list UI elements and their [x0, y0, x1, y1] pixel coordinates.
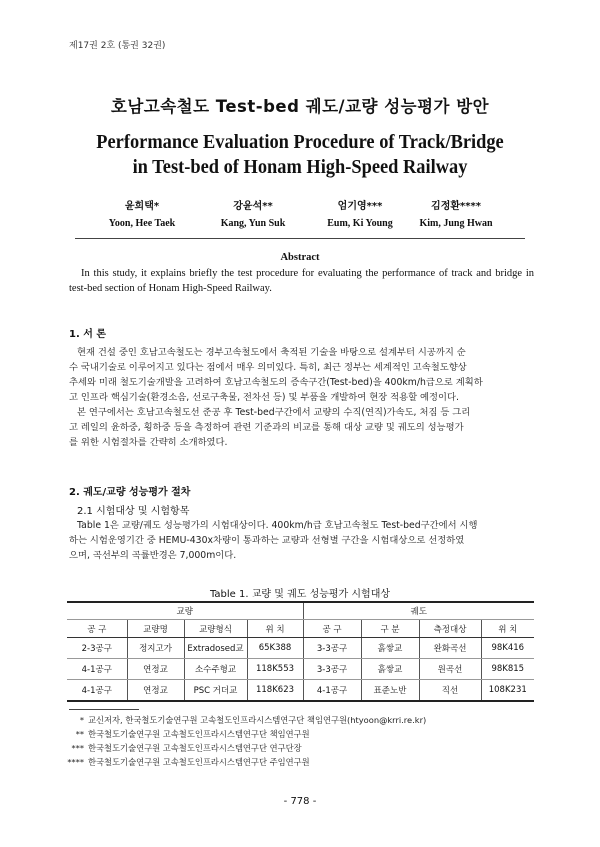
column-header: 공 구	[303, 620, 361, 638]
footnote-4	[62, 756, 310, 768]
abstract-text: In this study, it explains briefly the test procedure for evaluating the performance of track and bridge in test-bed section of Honam High-Speed Railway.	[69, 268, 534, 294]
footnote-text: 한국철도기술연구원 고속철도인프라시스템연구단 주임연구원	[88, 757, 310, 767]
table-cell: 표준노반	[361, 680, 419, 702]
body-line: 본 연구에서는 호남고속철도선 준공 후 Test-bed구간에서 교량의 수직(연직)가속도, 처짐 등 그리	[77, 407, 471, 418]
body-line: Table 1은 교량/궤도 성능평가의 시험대상이다. 400km/h급 호남고속철도 Test-bed구간에서 시행	[77, 520, 478, 531]
title-korean: 호남고속철도 Test-bed 궤도/교량 성능평가 방안	[110, 97, 490, 116]
table-cell: 3-3공구	[303, 659, 361, 680]
issue-label: 제17권 2호 (통권 32권)	[69, 41, 166, 51]
table-cell: 연정교	[127, 659, 184, 680]
section-heading-introduction: 1. 서 론	[69, 329, 107, 340]
table-cell: 98K815	[481, 659, 534, 680]
section-procedure-body	[69, 518, 535, 563]
footnote-mark: ***	[71, 743, 84, 753]
test-target-table	[67, 601, 534, 702]
table-cell: 소수주형교	[184, 659, 247, 680]
title-english-line1: Performance Evaluation Procedure of Track/Bridge	[96, 131, 504, 153]
body-line: 추세와 미래 철도기술개발을 고려하여 호남고속철도의 증속구간(Test-bed)을 400km/h급으로 계획하	[69, 377, 483, 388]
title-divider	[75, 238, 525, 239]
column-header: 위 치	[247, 620, 303, 638]
author-name-korean: 강윤석**	[233, 201, 273, 212]
table-group-header	[67, 602, 534, 620]
body-line: 하는 시험운영기간 중 HEMU-430x차량이 통과하는 교량과 선형별 구간을 시험대상으로 선정하였	[69, 535, 465, 546]
column-header: 위 치	[481, 620, 534, 638]
body-line: 고 인프라 핵심기술(환경소음, 선로구축물, 전차선 등) 및 부품을 개발하여 현장 적용할 예정이다.	[69, 392, 459, 403]
author-name-english: Kim, Jung Hwan	[419, 218, 493, 229]
table-cell: 정지고가	[127, 638, 184, 659]
body-line: 현재 건설 중인 호남고속철도는 경부고속철도에서 축적된 기술을 바탕으로 설계부터 시공까지 순	[77, 347, 466, 358]
table-cell: 4-1공구	[67, 659, 127, 680]
title-english-line2: in Test-bed of Honam High-Speed Railway	[132, 156, 468, 178]
column-header: 측정대상	[419, 620, 481, 638]
column-header: 구 분	[361, 620, 419, 638]
table-caption: Table 1. 교량 및 궤도 성능평가 시험대상	[209, 589, 391, 600]
table-cell: 98K416	[481, 638, 534, 659]
author-name-korean: 김정환****	[431, 201, 481, 212]
body-line: 으며, 곡선부의 곡률반경은 7,000m이다.	[69, 550, 237, 561]
footnote-mark: *	[79, 715, 84, 725]
author-name-english: Yoon, Hee Taek	[108, 218, 176, 229]
table-cell: 4-1공구	[303, 680, 361, 702]
group-header-bridge: 교량	[67, 602, 303, 620]
table-column-header	[67, 620, 534, 638]
author-name-korean: 윤희택*	[124, 201, 160, 212]
abstract-heading: Abstract	[280, 252, 320, 263]
author-name-english: Kang, Yun Suk	[220, 218, 286, 229]
table-cell: 연정교	[127, 680, 184, 702]
column-header: 교량명	[127, 620, 184, 638]
footnote-2	[62, 728, 310, 740]
footnote-mark: **	[75, 729, 84, 739]
table-cell: 118K623	[247, 680, 303, 702]
table-cell: 3-3공구	[303, 638, 361, 659]
table-row	[67, 638, 534, 659]
table-cell: 흙쌓교	[361, 659, 419, 680]
subsection-heading: 2.1 시험대상 및 시험항목	[77, 506, 190, 517]
footnote-divider	[69, 709, 139, 710]
author-4	[386, 198, 526, 232]
section-introduction-body	[69, 345, 535, 450]
table-row	[67, 659, 534, 680]
table-cell: 4-1공구	[67, 680, 127, 702]
table-cell: Extradosed교	[184, 638, 247, 659]
footnote-3	[62, 742, 302, 754]
footnote-text: 한국철도기술연구원 고속철도인프라시스템연구단 책임연구원	[88, 729, 310, 739]
table-cell: 118K553	[247, 659, 303, 680]
table-cell: 완화곡선	[419, 638, 481, 659]
table-cell: 2-3공구	[67, 638, 127, 659]
author-name-korean: 엄기영***	[337, 201, 383, 212]
body-line: 고 레일의 윤하중, 횡하중 등을 측정하여 관련 기준과의 비교를 통해 대상 교량 및 궤도의 성능평가	[69, 422, 464, 433]
column-header: 교량형식	[184, 620, 247, 638]
footnote-text: 한국철도기술연구원 고속철도인프라시스템연구단 연구단장	[88, 743, 302, 753]
footnote-1	[62, 714, 426, 726]
footnote-text: 교신저자, 한국철도기술연구원 고속철도인프라시스템연구단 책임연구원(htyoon@krri.re.kr)	[88, 715, 427, 725]
table-cell: 원곡선	[419, 659, 481, 680]
table-cell: 65K388	[247, 638, 303, 659]
table-cell: PSC 거더교	[184, 680, 247, 702]
table-cell: 직선	[419, 680, 481, 702]
body-line: 를 위한 시험절차를 간략히 소개하였다.	[69, 437, 228, 448]
section-heading-procedure: 2. 궤도/교량 성능평가 절차	[69, 487, 191, 498]
page-number: - 778 -	[283, 796, 317, 807]
body-line: 수 국내기술로 이루어지고 있다는 점에서 매우 의미있다. 특히, 최근 정부는 세계적인 고속철도향상	[69, 362, 467, 373]
table-row	[67, 680, 534, 702]
column-header: 공 구	[67, 620, 127, 638]
group-header-track: 궤도	[303, 602, 534, 620]
table-cell: 흙쌓교	[361, 638, 419, 659]
table-cell: 108K231	[481, 680, 534, 702]
footnote-mark: ****	[67, 757, 84, 767]
author-name-english: Eum, Ki Young	[327, 218, 393, 229]
